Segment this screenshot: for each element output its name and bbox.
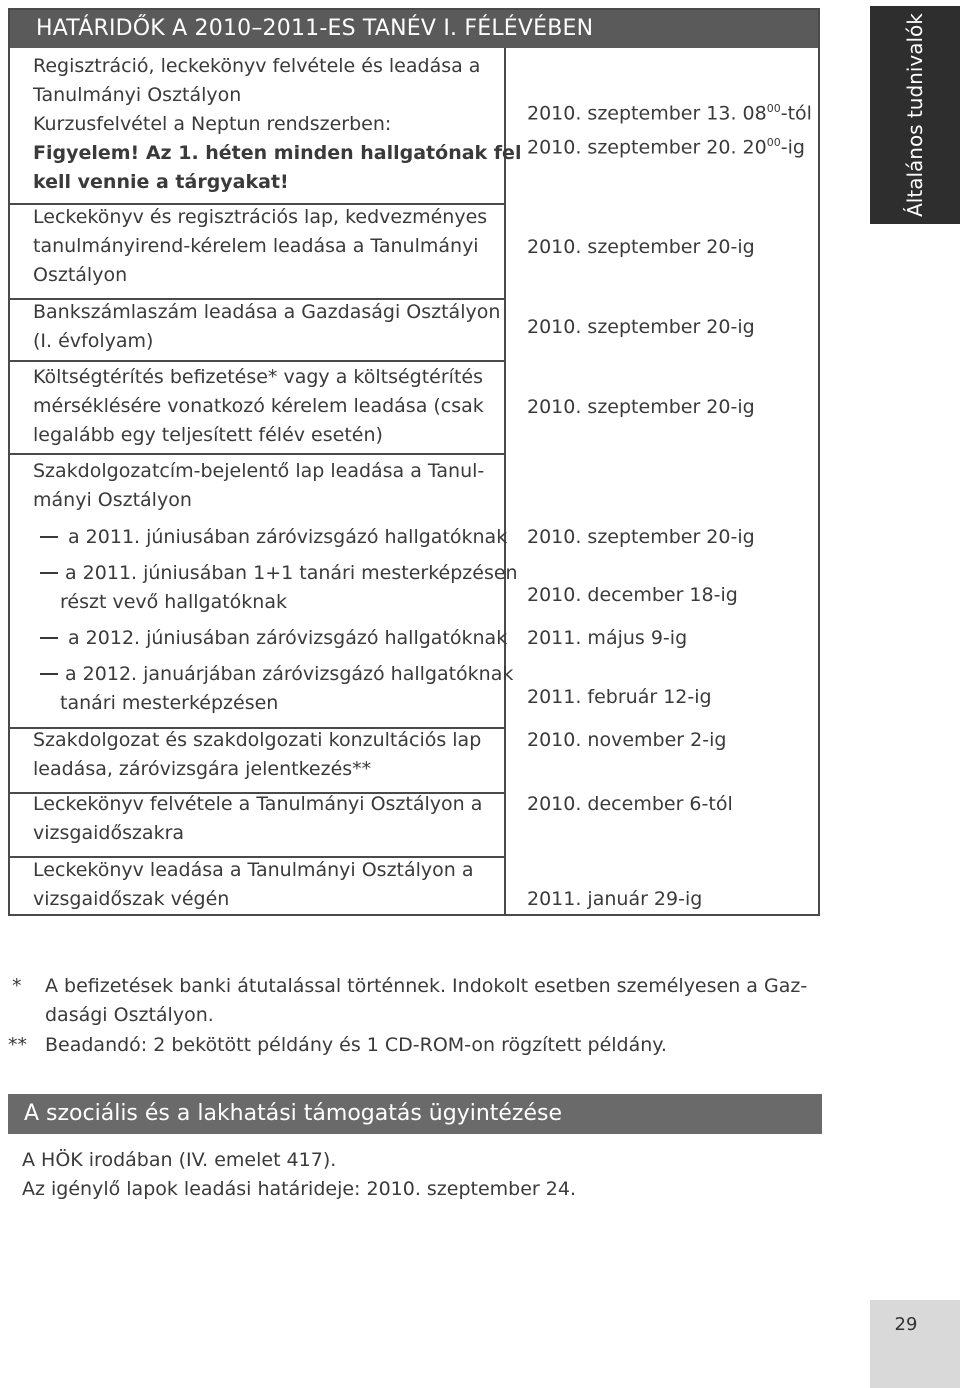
deadline-date: 2010. december 18-ig xyxy=(527,584,738,606)
row-divider xyxy=(10,453,504,455)
dash-bullet xyxy=(40,572,58,574)
table-row xyxy=(33,52,521,197)
section-body xyxy=(22,1146,576,1204)
row-text-line: vizsgaidőszak végén xyxy=(33,888,230,910)
page-number: 29 xyxy=(894,1314,918,1335)
row-text-line: Kurzusfelvétel a Neptun rendszerben: xyxy=(33,113,392,135)
row-text-line: (I. évfolyam) xyxy=(33,330,154,352)
table-row xyxy=(33,457,484,515)
deadline-cell xyxy=(527,94,812,163)
page-number-box xyxy=(870,1300,960,1388)
sub-item: a 2011. júniusában záróvizsgázó hallgatóknak xyxy=(40,523,507,552)
footnote-mark: * xyxy=(12,975,22,997)
row-text-line: legalább egy teljesített félév esetén) xyxy=(33,424,383,446)
deadline-date: 2010. szeptember 20. $20^{00}-ig$ xyxy=(527,136,805,159)
row-text-line: vizsgaidőszakra xyxy=(33,822,185,844)
table-row xyxy=(33,298,500,356)
footnote-mark: ** xyxy=(8,1034,27,1056)
row-text-line: Szakdolgozat és szakdolgozati konzultációs lap xyxy=(33,729,482,751)
section-title: A szociális és a lakhatási támogatás ügyintézése xyxy=(24,1101,563,1126)
row-text-line: leadása, záróvizsgára jelentkezés** xyxy=(33,758,372,780)
deadline-date: 2010. szeptember 20-ig xyxy=(527,316,755,338)
row-text-line: Leckekönyv és regisztrációs lap, kedvezményes xyxy=(33,206,488,228)
footnote-text: A befizetések banki átutalással történnek. Indokolt esetben személyesen a Gaz- dasági Osztályon. xyxy=(45,975,808,1026)
section-text-line: Az igénylő lapok leadási határideje: 2010. szeptember 24. xyxy=(22,1178,576,1200)
sub-item: a 2012. januárjában záróvizsgázó hallgatóknak tanári mesterképzésen xyxy=(40,660,513,718)
footnote-text: Beadandó: 2 bekötött példány és 1 CD-ROM-on rögzített példány. xyxy=(45,1034,667,1056)
table-row xyxy=(33,790,482,848)
dash-bullet xyxy=(40,536,58,538)
table-row xyxy=(33,726,481,784)
row-text-line: tanulmányirend-kérelem leadása a Tanulmányi xyxy=(33,235,479,257)
row-text-line: Tanulmányi Osztályon xyxy=(33,84,242,106)
sub-item: a 2012. júniusában záróvizsgázó hallgatóknak xyxy=(40,624,507,653)
deadline-date: 2010. november 2-ig xyxy=(527,729,727,751)
row-text-line: mérséklésére vonatkozó kérelem leadása (csak xyxy=(33,395,484,417)
row-text-line: mányi Osztályon xyxy=(33,489,192,511)
side-tab xyxy=(870,6,960,224)
row-divider xyxy=(10,360,504,362)
section-text-line: A HÖK irodában (IV. emelet 417). xyxy=(22,1149,337,1171)
side-tab-label: Általános tudnivalók xyxy=(903,13,927,217)
deadline-date: 2010. szeptember 20-ig xyxy=(527,236,755,258)
table-title: HATÁRIDŐK A 2010–2011-ES TANÉV I. FÉLÉVÉBEN xyxy=(36,16,594,41)
dash-bullet xyxy=(40,637,58,639)
deadline-date: 2010. szeptember 20-ig xyxy=(527,396,755,418)
deadline-date: 2011. január 29-ig xyxy=(527,888,703,910)
dash-bullet xyxy=(40,673,58,675)
deadline-date: 2010. szeptember 20-ig xyxy=(527,526,755,548)
warning-text-line: Figyelem! Az 1. héten minden hallgatónak fel xyxy=(33,142,522,164)
table-row xyxy=(33,363,484,450)
row-text-line: Leckekönyv felvétele a Tanulmányi Osztályon a xyxy=(33,793,483,815)
row-text-line: Leckekönyv leadása a Tanulmányi Osztályon a xyxy=(33,859,474,881)
row-text-line: Bankszámlaszám leadása a Gazdasági Osztályon xyxy=(33,301,501,323)
table-row xyxy=(33,856,474,914)
sub-item: a 2011. júniusában 1+1 tanári mesterképzésen részt vevő hallgatóknak xyxy=(40,559,518,617)
deadline-date: 2010. december 6-tól xyxy=(527,793,733,815)
row-text-line: Költségtérítés befizetése* vagy a költségtérítés xyxy=(33,366,483,388)
table-header xyxy=(10,10,818,48)
row-text-line: Szakdolgozatcím-bejelentő lap leadása a Tanul- xyxy=(33,460,485,482)
row-text-line: Osztályon xyxy=(33,264,128,286)
warning-text-line: kell vennie a tárgyakat! xyxy=(33,171,289,193)
deadline-date: 2011. május 9-ig xyxy=(527,627,688,649)
table-row xyxy=(33,203,487,290)
row-text-line: Regisztráció, leckekönyv felvétele és leadása a xyxy=(33,55,481,77)
deadline-date: 2011. február 12-ig xyxy=(527,686,712,708)
deadline-date: 2010. szeptember 13. $08^{00}$-tól xyxy=(527,102,812,125)
section-header xyxy=(8,1094,822,1134)
